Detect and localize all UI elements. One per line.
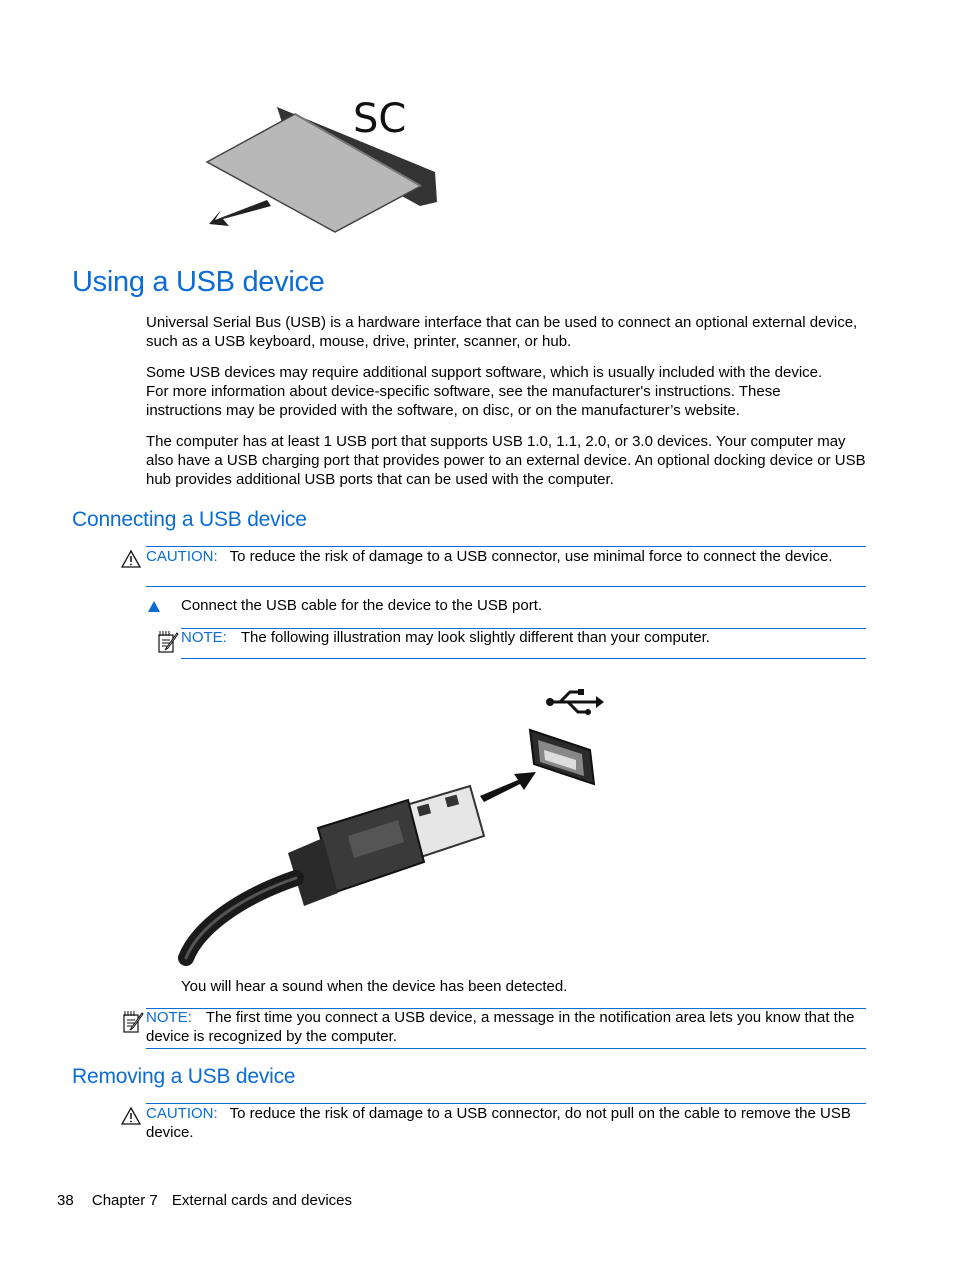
usb-software-paragraph: Some USB devices may require additional support software, which is usually included with the device. For more information about device-specific software, see the manufacturer's instructions. These instructions may be provided with the software, on disc, or on the manufacturer’s website. — [146, 364, 823, 419]
note2-text: The first time you connect a USB device, a message in the notification area lets you know that the device is recognized by the computer. — [146, 1009, 855, 1045]
device-detected-text: You will hear a sound when the device has been detected. — [181, 978, 568, 995]
step-connect-usb: Connect the USB cable for the device to the USB port. — [181, 597, 543, 614]
smart-card-removal-illustration — [195, 92, 455, 242]
note-label: NOTE: — [181, 629, 227, 646]
caution-text: To reduce the risk of damage to a USB connector, use minimal force to connect the device. — [229, 548, 833, 565]
section-title-using-usb: Using a USB device — [72, 266, 325, 298]
caution-label: CAUTION: — [146, 548, 218, 565]
caution-bottom-rule — [146, 586, 866, 587]
footer — [57, 1191, 352, 1210]
caution-remove — [146, 1104, 856, 1142]
caution-connect — [146, 547, 856, 566]
caution2-label: CAUTION: — [146, 1105, 218, 1122]
note-bottom-rule — [181, 658, 866, 659]
note2-label: NOTE: — [146, 1009, 192, 1026]
caution-icon — [121, 1107, 141, 1125]
page-number: 38 — [57, 1192, 74, 1209]
caution2-text: To reduce the risk of damage to a USB connector, do not pull on the cable to remove the USB device. — [146, 1105, 851, 1141]
note-icon — [157, 630, 179, 654]
usb-symbol-icon — [550, 692, 596, 712]
note-first-connection — [146, 1008, 856, 1046]
note2-bottom-rule — [146, 1048, 866, 1049]
section-title-connecting-usb: Connecting a USB device — [72, 508, 307, 531]
step-bullet-icon — [147, 600, 161, 613]
smart-card-label: SC — [353, 96, 407, 142]
usb-connection-illustration — [178, 688, 618, 968]
caution-icon — [121, 550, 141, 568]
section-title-removing-usb: Removing a USB device — [72, 1065, 296, 1088]
note-icon — [122, 1010, 144, 1034]
footer-chapter-title: External cards and devices — [171, 1192, 353, 1209]
footer-chapter: Chapter 7 — [91, 1192, 158, 1209]
note-illustration — [181, 628, 861, 647]
usb-ports-paragraph: The computer has at least 1 USB port that supports USB 1.0, 1.1, 2.0, or 3.0 devices. Your computer may also have a USB charging port that provides power to an external device. An optional docking device or USB hub provides additional USB ports that can be used with the computer. — [146, 433, 866, 488]
note-text: The following illustration may look slightly different than your computer. — [240, 629, 710, 646]
usb-intro-paragraph: Universal Serial Bus (USB) is a hardware interface that can be used to connect an optional external device, such as a USB keyboard, mouse, drive, printer, scanner, or hub. — [146, 314, 858, 350]
